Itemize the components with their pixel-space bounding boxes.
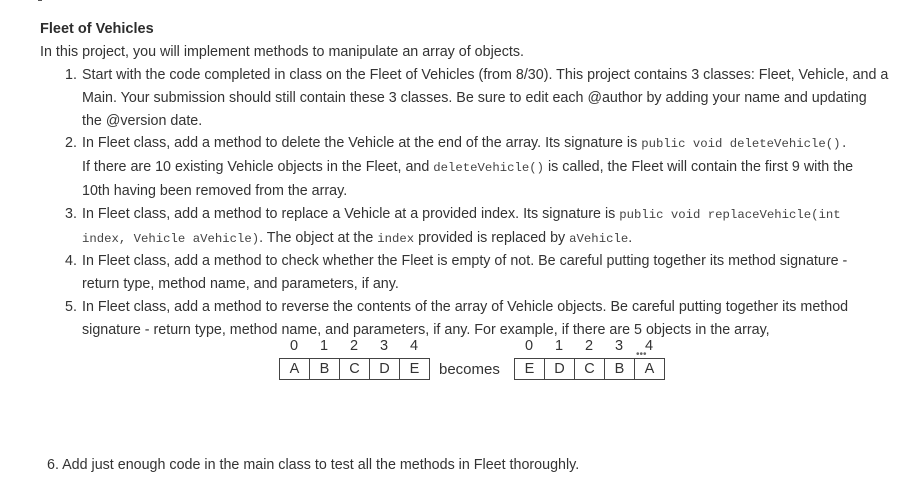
final-item: 6. Add just enough code in the main class to test all the methods in Fleet thoroughly. (47, 457, 580, 473)
before-index-row (279, 338, 429, 354)
array-index: 0 (524, 338, 534, 354)
list-item (65, 132, 897, 202)
section-title: Fleet of Vehicles (40, 21, 154, 37)
drag-handle-dots: ••• (636, 349, 647, 360)
item-number: 1. (65, 67, 77, 83)
item-text: . (628, 229, 633, 246)
item-line: In Fleet class, add a method to reverse the contents of the array of Vehicle objects. Be careful putting together its method (82, 298, 849, 315)
code-snippet: index, Vehicle aVehicle) (82, 231, 260, 246)
item-text: In Fleet class, add a method to delete the Vehicle at the end of the array. Its signature is (82, 135, 642, 152)
item-line: the @version date. (82, 112, 203, 129)
top-edge-mark (38, 0, 42, 1)
intro-text: In this project, you will implement methods to manipulate an array of objects. (40, 44, 524, 60)
array-index: 3 (614, 338, 624, 354)
array-index: 4 (409, 338, 419, 354)
item-line (82, 132, 897, 156)
item-line: Main. Your submission should still contain these 3 classes. Be sure to edit each @author by adding your name and updating (82, 89, 867, 106)
item-text: If there are 10 existing Vehicle objects in the Fleet, and (82, 159, 434, 176)
array-index: 1 (554, 338, 564, 354)
list-item (65, 296, 897, 342)
code-snippet: index (377, 231, 415, 246)
item-line (82, 156, 897, 180)
array-after (514, 358, 665, 380)
instruction-list (65, 64, 897, 342)
item-text: provided is replaced by (414, 229, 570, 246)
code-snippet: deleteVehicle() (433, 161, 544, 176)
item-line: In Fleet class, add a method to check whether the Fleet is empty of not. Be careful putting together its method signature - (82, 253, 848, 270)
array-cell: D (545, 359, 575, 380)
array-index: 3 (379, 338, 389, 354)
item-line (82, 203, 897, 227)
item-number: 2. (65, 135, 77, 152)
array-cell: E (400, 359, 430, 380)
array-cell: C (575, 359, 605, 380)
item-text: In Fleet class, add a method to replace a Vehicle at a provided index. Its signature is (82, 205, 620, 222)
list-item (65, 203, 897, 251)
list-item (65, 64, 897, 132)
code-snippet: public void deleteVehicle(). (641, 137, 848, 152)
item-line: 10th having been removed from the array. (82, 182, 348, 199)
array-cell: E (515, 359, 545, 380)
array-index: 0 (289, 338, 299, 354)
array-index: 1 (319, 338, 329, 354)
list-item (65, 250, 897, 296)
array-index: 2 (349, 338, 359, 354)
array-cell: A (635, 359, 665, 380)
array-index: 4 (644, 338, 654, 354)
array-cell: D (370, 359, 400, 380)
array-cell: B (310, 359, 340, 380)
item-number: 5. (65, 298, 77, 315)
becomes-label: becomes (439, 361, 500, 378)
array-cell: B (605, 359, 635, 380)
item-line (82, 227, 897, 251)
array-index: 2 (584, 338, 594, 354)
array-cell: A (280, 359, 310, 380)
item-text: is called, the Fleet will contain the first 9 with the (543, 159, 854, 176)
code-snippet: public void replaceVehicle(int (619, 207, 841, 222)
array-before (279, 358, 430, 380)
item-number: 4. (65, 253, 77, 270)
item-number: 3. (65, 205, 77, 222)
item-line: Start with the code completed in class on the Fleet of Vehicles (from 8/30). This project contains 3 classes: Fleet, Vehicle, and a (82, 67, 889, 83)
code-snippet: aVehicle (569, 231, 629, 246)
item-text: . The object at the (259, 229, 378, 246)
item-line: return type, method name, and parameters, if any. (82, 276, 399, 293)
item-line: signature - return type, method name, and parameters, if any. For example, if there are 5 objects in the array, (82, 321, 770, 338)
array-cell: C (340, 359, 370, 380)
